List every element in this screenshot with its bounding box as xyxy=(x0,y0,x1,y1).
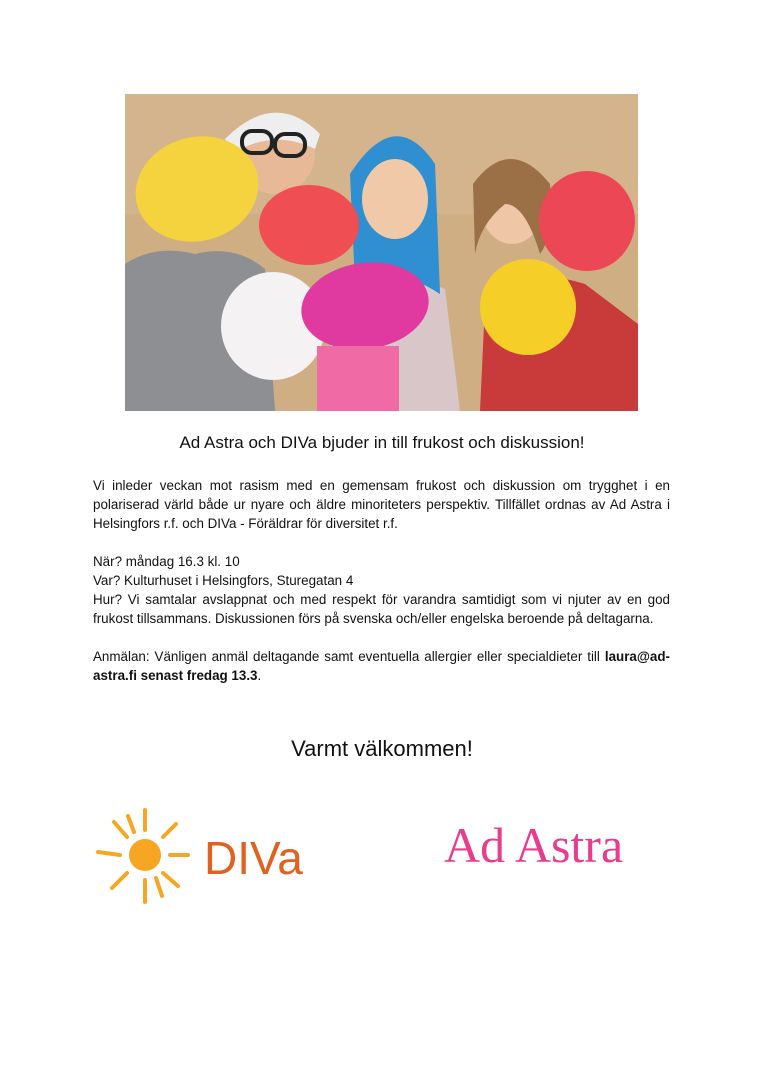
sun-icon xyxy=(98,810,188,902)
event-heading: Ad Astra och DIVa bjuder in till frukost och diskussion! xyxy=(179,433,585,452)
diva-logo-text: DIVa xyxy=(204,832,303,884)
adastra-logo-text: Ad Astra xyxy=(444,817,624,873)
event-photo xyxy=(125,94,638,411)
diva-logo xyxy=(92,800,342,910)
registration-deadline: senast fredag 13.3 xyxy=(136,668,258,683)
registration-text: Anmälan: Vänligen anmäl deltagande samt eventuella allergier eller specialdieter till xyxy=(93,649,605,664)
when-line: När? måndag 16.3 kl. 10 xyxy=(93,554,240,569)
where-line: Var? Kulturhuset i Helsingfors, Sturegatan 4 xyxy=(93,573,354,588)
registration-email-link[interactable]: laura@ad-astra.fi xyxy=(93,649,670,683)
intro-paragraph: Vi inleder veckan mot rasism med en gemensam frukost och diskussion om trygghet i en polariserad värld både ur nyare och äldre minoriteters perspektiv. Tillfället ordnas av Ad Astra i Helsingfors r.f. och DIVa - Föräldrar för diversitet r.f. xyxy=(93,478,670,531)
adastra-logo xyxy=(440,808,670,878)
event-description xyxy=(93,476,670,685)
adastra-logo-graphic xyxy=(440,808,670,878)
welcome-text: Varmt välkommen! xyxy=(291,736,473,761)
diva-logo-graphic xyxy=(92,800,342,910)
how-paragraph: Hur? Vi samtalar avslappnat och med respekt för varandra samtidigt som vi njuter av en god frukost tillsammans. Diskussionen förs på svenska och/eller engelska beroende på deltagarna. xyxy=(93,592,670,626)
balloons-photo-illustration xyxy=(125,94,638,411)
registration-paragraph xyxy=(93,647,670,685)
registration-period: . xyxy=(257,668,262,683)
